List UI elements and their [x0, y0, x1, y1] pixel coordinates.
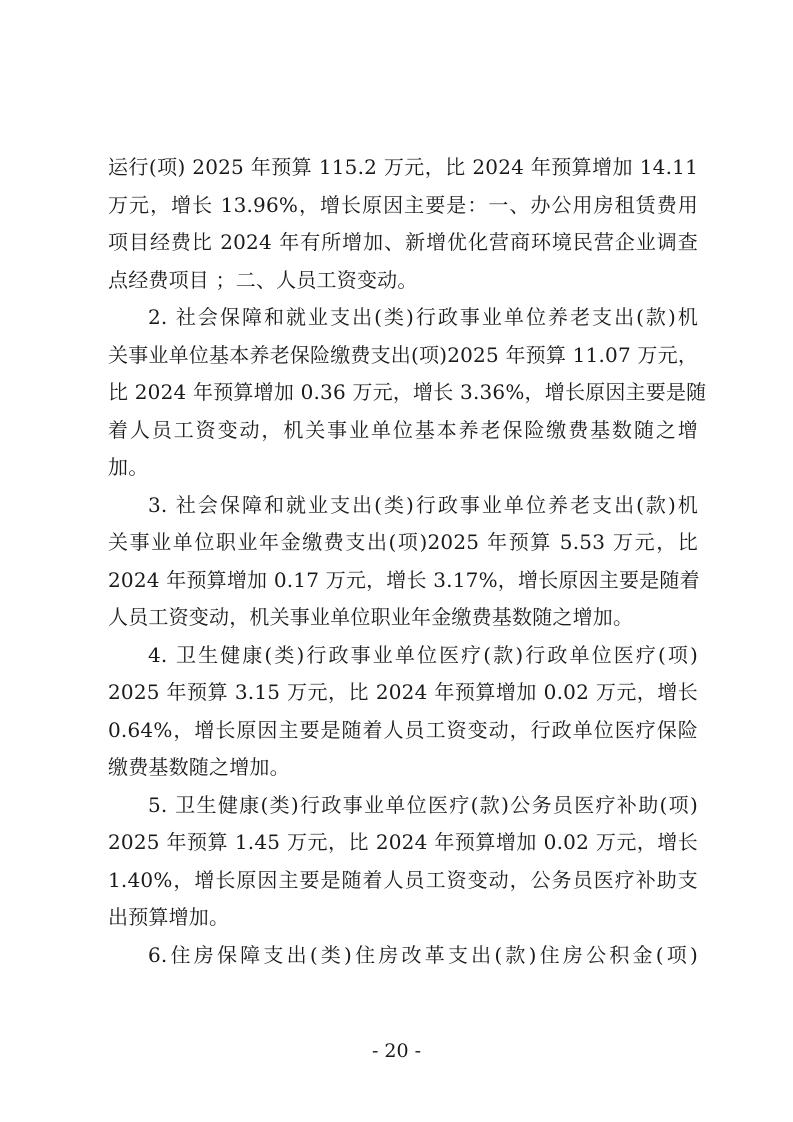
text-line: 1.40%，增长原因主要是随着人员工资变动，公务员医疗补助支: [108, 867, 698, 892]
paragraph-item-4: [108, 637, 698, 787]
text-line: 比 2024 年预算增加 0.36 万元，增长 3.36%，增长原因主要是随: [108, 380, 707, 404]
text-line: 着人员工资变动，机关事业单位基本养老保险缴费基数随之增: [108, 417, 698, 442]
text-line: 2025 年预算 1.45 万元，比 2024 年预算增加 0.02 万元，增长: [108, 830, 698, 854]
text-line: 2024 年预算增加 0.17 万元，增长 3.17%，增长原因主要是随着: [108, 567, 700, 592]
page-number: - 20 -: [371, 1040, 422, 1062]
text-line: 项目经费比 2024 年有所增加、新增优化营商环境民营企业调查: [108, 230, 698, 254]
text-line: 缴费基数随之增加。: [108, 755, 290, 779]
text-line: 4. 卫生健康(类)行政事业单位医疗(款)行政单位医疗(项): [148, 642, 698, 667]
text-line: 0.64%，增长原因主要是随着人员工资变动，行政单位医疗保险: [108, 717, 698, 742]
text-line: 2025 年预算 3.15 万元，比 2024 年预算增加 0.02 万元，增长: [108, 680, 698, 704]
text-line: 出预算增加。: [108, 905, 230, 929]
text-line: 点经费项目 ；二、人员工资变动。: [108, 267, 418, 292]
text-line: 2. 社会保障和就业支出(类)行政事业单位养老支出(款)机: [148, 305, 698, 329]
paragraph-continuation: [108, 149, 698, 299]
paragraph-item-5: [108, 787, 698, 937]
paragraph-item-2: [108, 299, 707, 487]
text-line: 运行(项) 2025 年预算 115.2 万元，比 2024 年预算增加 14.11: [108, 155, 698, 179]
text-line: 6.住房保障支出(类)住房改革支出(款)住房公积金(项): [148, 942, 698, 967]
paragraph-item-6: [108, 937, 698, 975]
text-line: 关事业单位职业年金缴费支出(项)2025 年预算 5.53 万元，比: [108, 530, 698, 554]
text-line: 3. 社会保障和就业支出(类)行政事业单位养老支出(款)机: [148, 492, 698, 517]
text-line: 加。: [108, 455, 149, 479]
text-line: 人员工资变动，机关事业单位职业年金缴费基数随之增加。: [108, 605, 634, 629]
document-body: [108, 149, 707, 974]
paragraph-item-3: [108, 487, 698, 637]
text-line: 5. 卫生健康(类)行政事业单位医疗(款)公务员医疗补助(项): [148, 792, 698, 817]
text-line: 万元，增长 13.96%，增长原因主要是：一、办公用房租赁费用: [108, 192, 698, 217]
text-line: 关事业单位基本养老保险缴费支出(项)2025 年预算 11.07 万元，: [108, 342, 699, 367]
